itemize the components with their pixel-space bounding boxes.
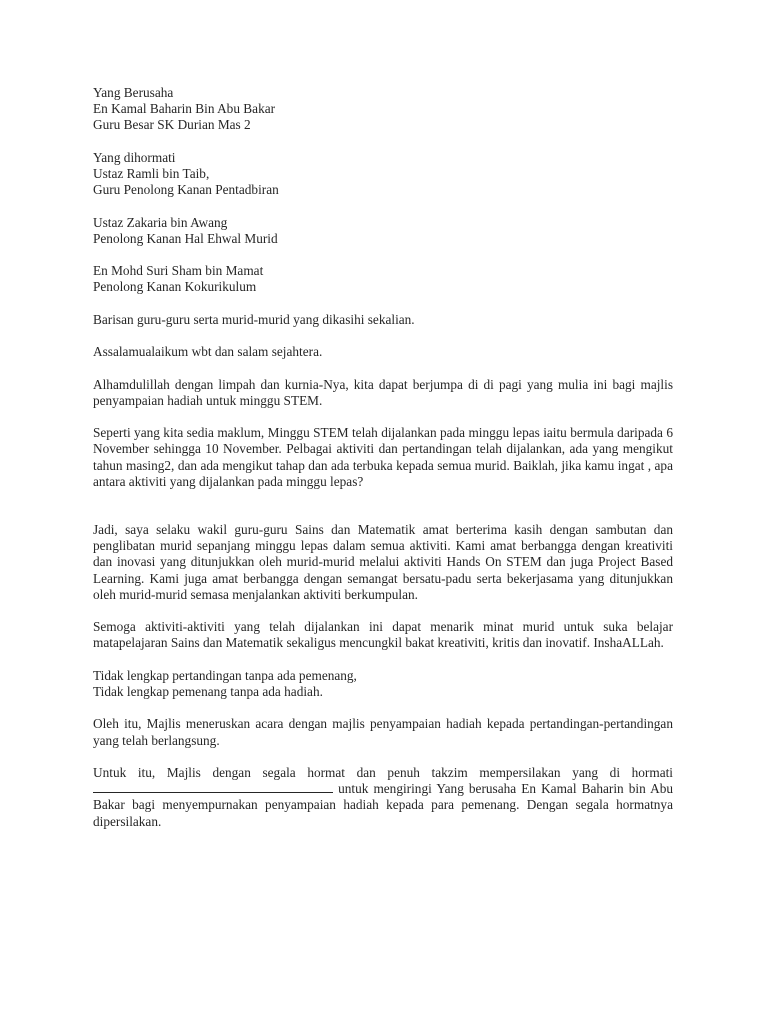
salutation-line: En Kamal Baharin Bin Abu Bakar bbox=[93, 101, 276, 117]
salutation-line: Ustaz Ramli bin Taib, bbox=[93, 166, 210, 181]
name-blank-line bbox=[93, 781, 333, 793]
salutation-line: Penolong Kanan Kokurikulum bbox=[93, 279, 257, 295]
untuk-itu-paragraph bbox=[93, 765, 673, 830]
pantun-line: Tidak lengkap pertandingan tanpa ada pemenang, bbox=[93, 667, 357, 683]
paragraph-text: Assalamualaikum wbt dan salam sejahtera. bbox=[93, 344, 323, 360]
greeting-paragraph bbox=[93, 344, 673, 360]
closing-text bbox=[93, 765, 673, 830]
pantun-line: Tidak lengkap pemenang tanpa ada hadiah. bbox=[93, 683, 323, 699]
salutation-line: Penolong Kanan Hal Ehwal Murid bbox=[93, 230, 278, 246]
salutation-line: Yang Berusaha bbox=[93, 85, 174, 100]
salutation-line: Ustaz Zakaria bin Awang bbox=[93, 214, 228, 230]
speech-document bbox=[93, 85, 673, 846]
salutation-pentadbiran bbox=[93, 150, 673, 199]
oleh-itu-paragraph bbox=[93, 716, 673, 748]
salutation-hal-ehwal-murid bbox=[93, 215, 673, 247]
closing-text-after: untuk mengiringi Yang berusaha En Kamal Baharin bin Abu Bakar bagi menyempurnakan penyampaian hadiah kepada para pemenang. Dengan segala hormatnya dipersilakan. bbox=[93, 781, 673, 829]
paragraph-text: Alhamdulillah dengan limpah dan kurnia-Nya, kita dapat berjumpa di di pagi yang mulia ini bagi majlis penyampaian hadiah untuk minggu STEM. bbox=[93, 376, 673, 408]
jadi-paragraph bbox=[93, 522, 673, 603]
paragraph-text: Oleh itu, Majlis meneruskan acara dengan majlis penyampaian hadiah kepada pertandingan-pertandingan yang telah berlangsung. bbox=[93, 716, 673, 748]
salutation-line: En Mohd Suri Sham bin Mamat bbox=[93, 263, 264, 279]
salutation-line: Yang dihormati bbox=[93, 149, 176, 165]
semoga-paragraph bbox=[93, 619, 673, 651]
salutation-guru-besar bbox=[93, 85, 673, 134]
paragraph-text: Semoga aktiviti-aktiviti yang telah dijalankan ini dapat menarik minat murid untuk suka belajar matapelajaran Sains dan Matematik sekaligus mencungkil bakat kreativiti, kritis dan inovatif. InshaALLah. bbox=[93, 619, 673, 651]
paragraph-text: Jadi, saya selaku wakil guru-guru Sains dan Matematik amat berterima kasih dengan sambutan dan penglibatan murid sepanjang minggu lepas dalam semua aktiviti. Kami amat berbangga dengan kreativiti dan inovasi yang ditunjukkan oleh murid-murid melalui aktiviti Hands On STEM dan juga Project Based Learning. Kami juga amat berbangga dengan semangat bersatu-padu serta bekerjasama yang ditunjukkan oleh murid-murid semasa menjalankan aktiviti berkumpulan. bbox=[93, 521, 673, 602]
closing-text-before: Untuk itu, Majlis dengan segala hormat dan penuh takzim mempersilakan yang di hormati bbox=[93, 764, 673, 780]
paragraph-text: Seperti yang kita sedia maklum, Minggu STEM telah dijalankan pada minggu lepas iaitu bermula daripada 6 November sehingga 10 November. Pelbagai aktiviti dan pertandingan telah dijalankan, ada yang mengikut tahun masing2, dan ada mengikut tahap dan ada terbuka kepada semua murid. Baiklah, jika kamu ingat , apa antara aktiviti yang dijalankan pada minggu lepas? bbox=[93, 425, 673, 489]
salutation-line: Guru Besar SK Durian Mas 2 bbox=[93, 117, 251, 133]
salutation-line: Guru Penolong Kanan Pentadbiran bbox=[93, 182, 279, 198]
seperti-paragraph bbox=[93, 425, 673, 490]
salutation-kokurikulum bbox=[93, 263, 673, 295]
greeting-audience-paragraph bbox=[93, 312, 673, 328]
paragraph-text: Barisan guru-guru serta murid-murid yang dikasihi sekalian. bbox=[93, 311, 415, 327]
pantun-block bbox=[93, 668, 673, 700]
alhamdulillah-paragraph bbox=[93, 377, 673, 409]
